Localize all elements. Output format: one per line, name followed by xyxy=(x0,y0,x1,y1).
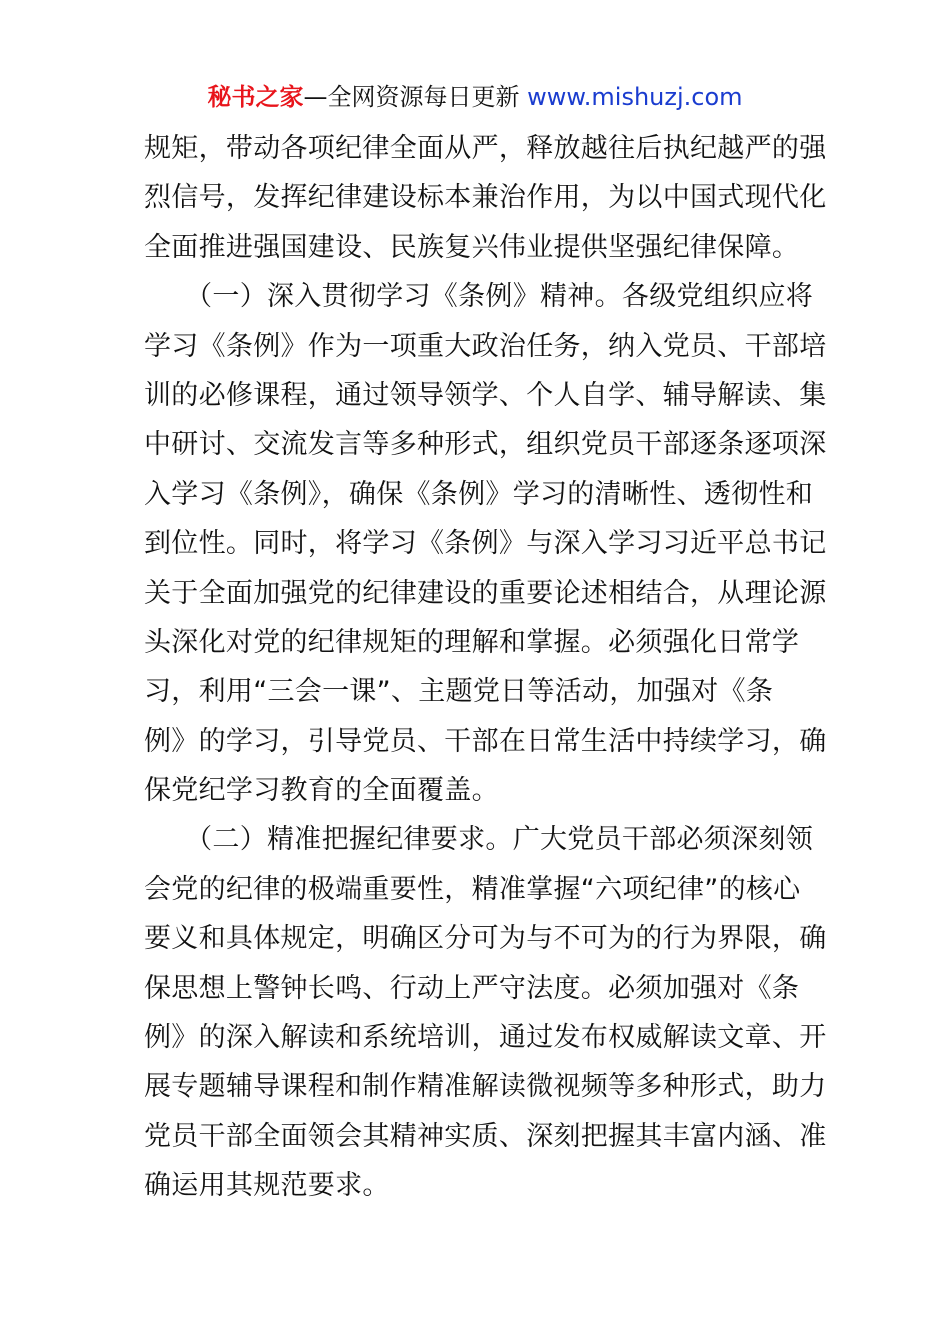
document-body xyxy=(144,124,827,1211)
text-line: 烈信号，发挥纪律建设标本兼治作用，为以中国式现代化 xyxy=(144,182,827,214)
text-line: 关于全面加强党的纪律建设的重要论述相结合，从理论源 xyxy=(144,577,827,609)
site-slogan: —全网资源每日更新 xyxy=(303,83,528,111)
text-line: 保思想上警钟长鸣、行动上严守法度。必须加强对《条 xyxy=(144,972,800,1004)
text-line: 党员干部全面领会其精神实质、深刻把握其丰富内涵、准 xyxy=(144,1120,827,1152)
text-line: 中研讨、交流发言等多种形式，组织党员干部逐条逐项深 xyxy=(144,429,827,461)
text-line: 学习《条例》作为一项重大政治任务，纳入党员、干部培 xyxy=(144,330,827,362)
text-line: 例》的深入解读和系统培训，通过发布权威解读文章、开 xyxy=(144,1022,827,1054)
text-line: 要义和具体规定，明确区分可为与不可为的行为界限，确 xyxy=(144,923,827,955)
text-line: 保党纪学习教育的全面覆盖。 xyxy=(144,775,499,807)
text-line: 到位性。同时，将学习《条例》与深入学习习近平总书记 xyxy=(144,528,827,560)
text-line: 入学习《条例》，确保《条例》学习的清晰性、透彻性和 xyxy=(144,478,813,510)
text-line: 展专题辅导课程和制作精准解读微视频等多种形式，助力 xyxy=(144,1071,827,1103)
text-line: 训的必修课程，通过领导领学、个人自学、辅导解读、集 xyxy=(144,379,827,411)
site-brand: 秘书之家 xyxy=(207,83,304,111)
text-line: 例》的学习，引导党员、干部在日常生活中持续学习，确 xyxy=(144,725,827,757)
text-line: 习，利用“三会一课”、主题党日等活动，加强对《条 xyxy=(144,676,774,708)
text-line: 会党的纪律的极端重要性，精准掌握“六项纪律”的核心 xyxy=(144,873,801,905)
text-line: 头深化对党的纪律规矩的理解和掌握。必须强化日常学 xyxy=(144,626,800,658)
text-line: 规矩，带动各项纪律全面从严，释放越往后执纪越严的强 xyxy=(144,133,827,164)
text-line: 确运用其规范要求。 xyxy=(144,1170,390,1202)
text-line: （二）精准把握纪律要求。广大党员干部必须深刻领 xyxy=(144,824,813,856)
site-url-link[interactable]: www.mishuzj.com xyxy=(527,83,743,111)
text-line: （一）深入贯彻学习《条例》精神。各级党组织应将 xyxy=(144,281,813,313)
site-banner xyxy=(0,80,950,114)
text-line: 全面推进强国建设、民族复兴伟业提供坚强纪律保障。 xyxy=(144,231,800,263)
